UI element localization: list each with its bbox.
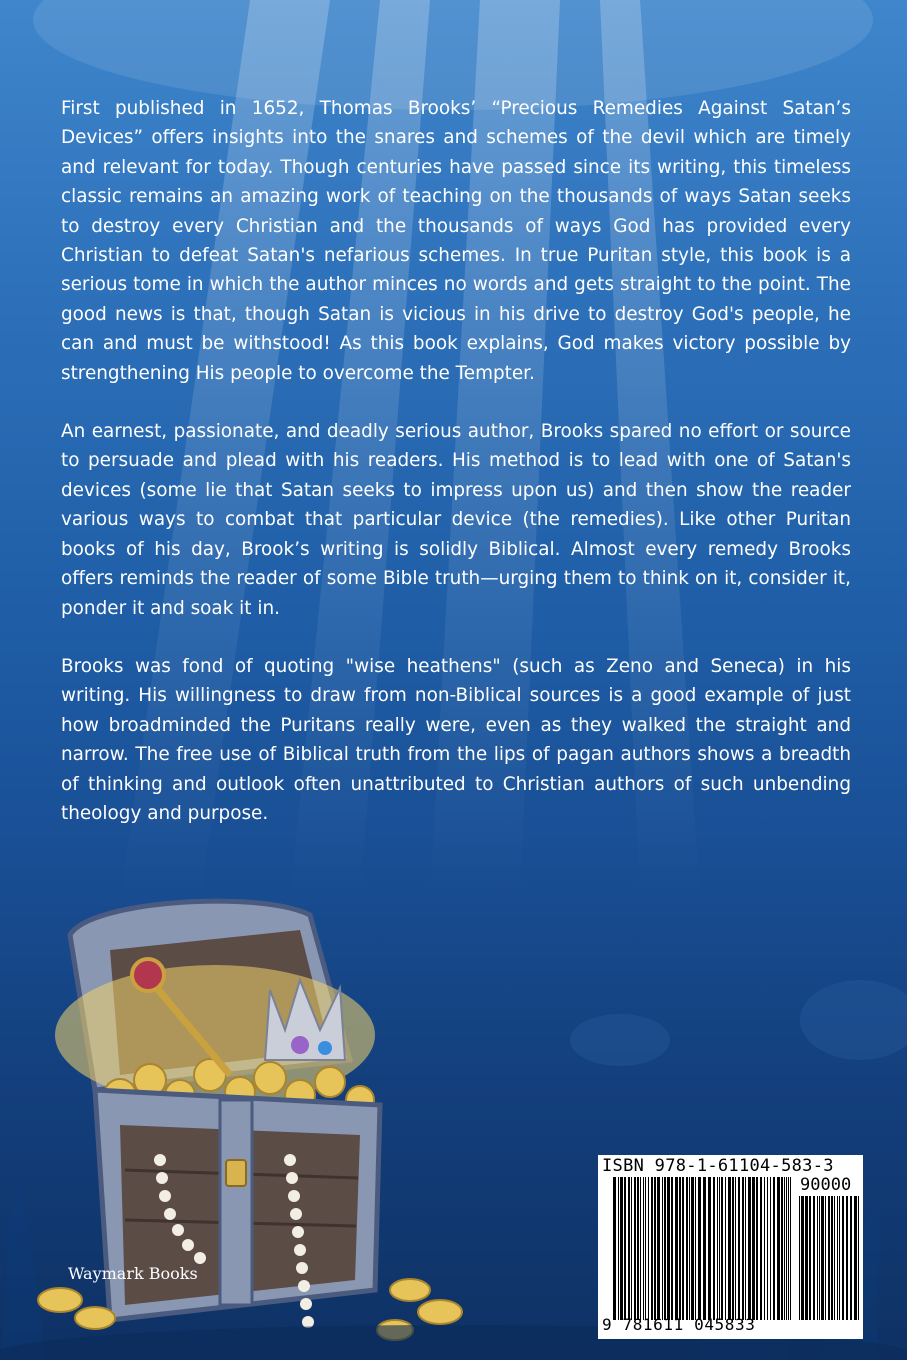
- barcode-bar: [651, 1177, 653, 1320]
- barcode-bar: [786, 1177, 787, 1320]
- blurb-paragraph-3: Brooks was fond of quoting "wise heathens" (such as Zeno and Seneca) in his writing. His willingness to draw from non-Biblical sources is a good example of just how broadminded the Puritans really were, even as they walked the straight and narrow. The free use of Biblical truth from the lips of pagan authors shows a breadth of thinking and outlook often unattributed to Christian authors of such unbending theology and purpose.: [61, 655, 851, 824]
- barcode-bar: [732, 1177, 734, 1320]
- barcode-bar: [713, 1177, 715, 1320]
- barcode-bar: [628, 1177, 630, 1320]
- blurb-text: [61, 94, 851, 857]
- barcode-bar: [613, 1177, 616, 1320]
- barcode-bar: [634, 1177, 636, 1320]
- barcode-bar: [846, 1196, 848, 1320]
- barcode-bar: [695, 1177, 696, 1320]
- isbn-label: ISBN 978-1-61104-583-3: [602, 1156, 834, 1176]
- barcode-bar: [817, 1196, 818, 1320]
- barcode-bar: [708, 1177, 711, 1320]
- barcode-bar: [738, 1177, 740, 1320]
- barcode-bar: [640, 1177, 641, 1320]
- barcode-bar: [770, 1177, 771, 1320]
- barcode-bar: [662, 1177, 663, 1320]
- barcode-bar: [637, 1177, 639, 1320]
- barcode-bar: [620, 1177, 623, 1320]
- barcode-bar: [725, 1177, 726, 1320]
- barcode-bar: [631, 1177, 632, 1320]
- barcode-bar: [781, 1177, 783, 1320]
- barcode-bar: [657, 1177, 660, 1320]
- barcode-bar: [719, 1177, 720, 1320]
- barcode-bar: [721, 1177, 723, 1320]
- ean-barcode: [613, 1177, 791, 1320]
- barcode-bar: [825, 1196, 826, 1320]
- barcode-bar: [645, 1177, 646, 1320]
- barcode-bar: [839, 1196, 840, 1320]
- barcode-bar: [717, 1177, 718, 1320]
- barcode-box: [598, 1155, 863, 1339]
- barcode-bar: [784, 1177, 785, 1320]
- barcode-bar: [648, 1177, 649, 1320]
- barcode-bar: [686, 1177, 688, 1320]
- price-code: 90000: [800, 1175, 852, 1195]
- barcode-bar: [671, 1177, 673, 1320]
- barcode-bar: [682, 1177, 684, 1320]
- ean-digits: 9 781611 045833: [602, 1315, 756, 1334]
- barcode-bar: [819, 1196, 820, 1320]
- barcode-bar: [837, 1196, 838, 1320]
- barcode-bar: [675, 1177, 678, 1320]
- barcode-bar: [698, 1177, 701, 1320]
- barcode-bar: [691, 1177, 694, 1320]
- barcode-bar: [764, 1177, 765, 1320]
- barcode-bar: [831, 1196, 833, 1320]
- barcode-bar: [618, 1177, 619, 1320]
- barcode-bar: [664, 1177, 666, 1320]
- blurb-paragraph-2: An earnest, passionate, and deadly serious author, Brooks spared no effort or source to persuade and plead with his readers. His method is to lead with one of Satan's devices (some lie that Satan seeks to impress upon us) and then show the reader various ways to combat that particular device (the remedies). Like other Puritan books of his day, Brook’s writing is solidly Biblical. Almost every remedy Brooks offers reminds the reader of some Bible truth—urging them to think on it, consider it, ponder it and soak it in.: [61, 421, 851, 619]
- barcode-bar: [654, 1177, 656, 1320]
- barcode-bar: [805, 1196, 808, 1320]
- barcode-bar: [742, 1177, 744, 1320]
- barcode-bar: [809, 1196, 811, 1320]
- publisher-name: Waymark Books: [68, 1264, 198, 1283]
- barcode-bar: [745, 1177, 746, 1320]
- barcode-bar: [788, 1177, 789, 1320]
- barcode-bar: [689, 1177, 690, 1320]
- barcode-bar: [842, 1196, 844, 1320]
- barcode-bar: [858, 1196, 859, 1320]
- barcode-bar: [760, 1177, 762, 1320]
- barcode-bar: [679, 1177, 681, 1320]
- barcode-bar: [828, 1196, 830, 1320]
- barcode-bar: [799, 1196, 800, 1320]
- barcode-bar: [767, 1177, 768, 1320]
- barcode-bar: [773, 1177, 775, 1320]
- barcode-bar: [790, 1177, 791, 1320]
- barcode-bar: [735, 1177, 736, 1320]
- barcode-bar: [834, 1196, 835, 1320]
- barcode-bar: [777, 1177, 780, 1320]
- barcode-bar: [703, 1177, 706, 1320]
- barcode-bar: [801, 1196, 804, 1320]
- barcode-bar: [728, 1177, 731, 1320]
- barcode-bar: [748, 1177, 751, 1320]
- blurb-paragraph-1: First published in 1652, Thomas Brooks’ “Precious Remedies Against Satan’s Devices” offers insights into the snares and schemes of the devil which are timely and relevant for today. Though centuries have passed since its writing, this timeless classic remains an amazing work of teaching on the thousands of ways Satan seeks to destroy every Christian and the thousands of ways God has provided every Christian to defeat Satan's nefarious schemes. In true Puritan style, this book is a serious tome in which the author minces no words and gets straight to the point. The good news is that, though Satan is vicious in his drive to destroy God's people, he can and must be withstood! As this book explains, God makes victory possible by strengthening His people to overcome the Tempter.: [61, 98, 851, 384]
- barcode-bar: [667, 1177, 670, 1320]
- barcode-bar: [643, 1177, 644, 1320]
- barcode-bar: [813, 1196, 815, 1320]
- addon-barcode: [799, 1196, 859, 1320]
- barcode-bar: [624, 1177, 626, 1320]
- barcode-bar: [850, 1196, 852, 1320]
- barcode-bar: [821, 1196, 824, 1320]
- barcode-bar: [854, 1196, 857, 1320]
- barcode-bar: [756, 1177, 758, 1320]
- barcode-bar: [752, 1177, 755, 1320]
